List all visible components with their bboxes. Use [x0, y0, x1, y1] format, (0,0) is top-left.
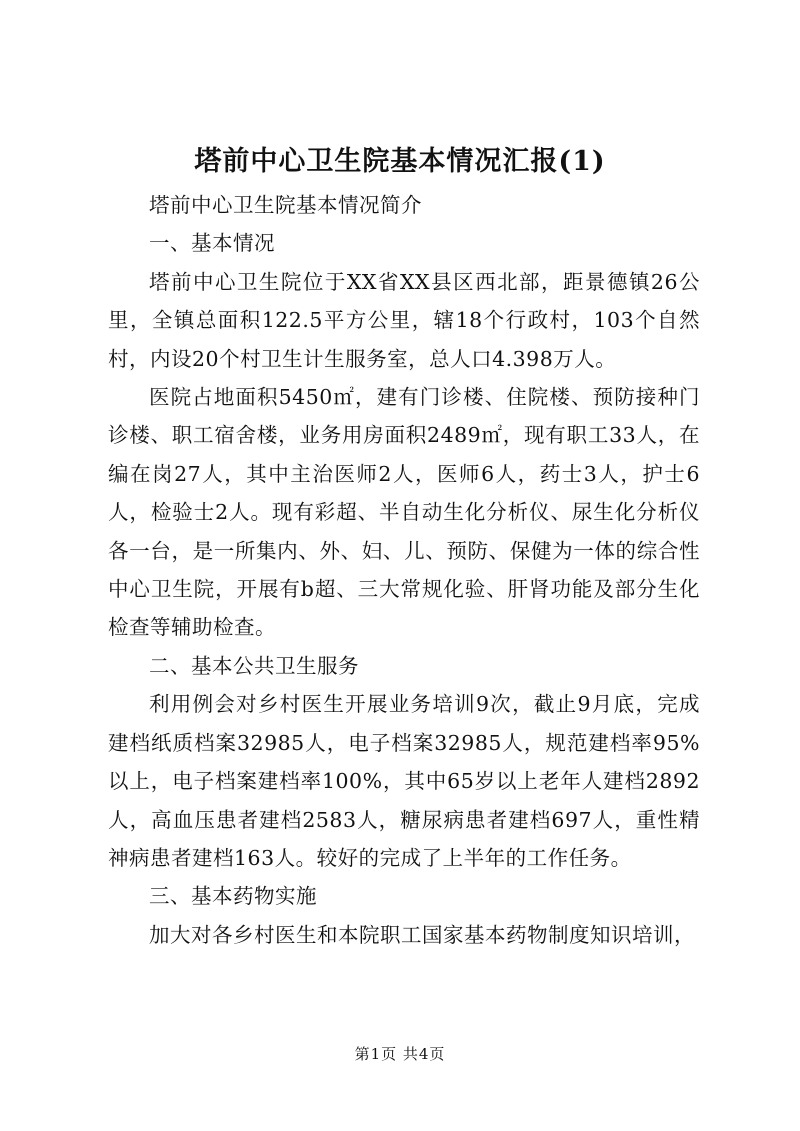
- paragraph-essential-drugs: 加大对各乡村医生和本院职工国家基本药物制度知识培训，: [149, 922, 695, 947]
- paragraph-location: 塔前中心卫生院位于XX省XX县区西北部，距景德镇26公里，全镇总面积122.5平方公里，辖18个行政村，103个自然村，内设20个村卫生计生服务室，总人口4.398万人。: [108, 269, 700, 371]
- page-footer: 第1页 共4页: [354, 1045, 446, 1063]
- document-title: 塔前中心卫生院基本情况汇报(1): [194, 146, 606, 177]
- document-body: [108, 186, 700, 954]
- section-heading-essential-drugs: 三、基本药物实施: [149, 884, 317, 909]
- paragraph-hospital-facilities: 医院占地面积5450㎡，建有门诊楼、住院楼、预防接种门诊楼、职工宿舍楼，业务用房面积2489㎡，现有职工33人，在编在岗27人，其中主治医师2人，医师6人，药士3人，护士6人，检验士2人。现有彩超、半自动生化分析仪、尿生化分析仪各一台，是一所集内、外、妇、儿、预防、保健为一体的综合性中心卫生院，开展有b超、三大常规化验、肝肾功能及部分生化检查等辅助检查。: [108, 385, 700, 640]
- subtitle-intro: 塔前中心卫生院基本情况简介: [149, 193, 422, 217]
- paragraph-public-health: 利用例会对乡村医生开展业务培训9次，截止9月底，完成建档纸质档案32985人，电子档案32985人，规范建档率95%以上，电子档案建档率100%，其中65岁以上老年人建档2892人，高血压患者建档2583人，糖尿病患者建档697人，重性精神病患者建档163人。较好的完成了上半年的工作任务。: [108, 692, 700, 870]
- section-heading-basic-info: 一、基本情况: [149, 231, 275, 256]
- section-heading-public-health: 二、基本公共卫生服务: [149, 653, 359, 678]
